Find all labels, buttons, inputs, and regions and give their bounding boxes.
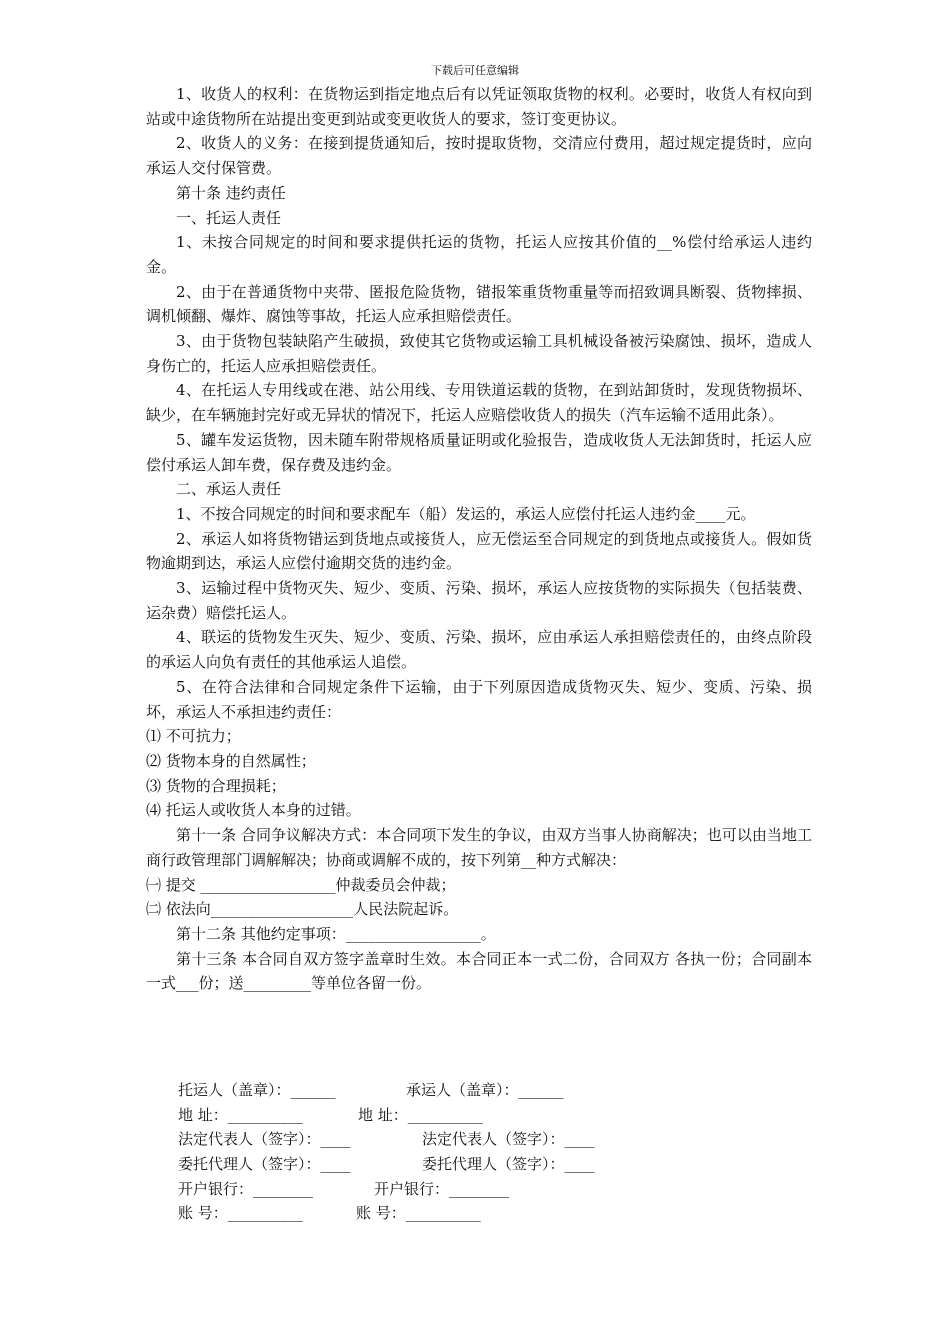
exemption-item-3: ⑶ 货物的合理损耗；: [146, 776, 286, 795]
shipper-address-field: 地 址：__________: [178, 1105, 303, 1124]
carrier-legal-rep-field: 法定代表人（签字）：____: [422, 1130, 595, 1149]
carrier-agent-field: 委托代理人（签字）：____: [422, 1155, 595, 1174]
exemption-item-4: ⑷ 托运人或收货人本身的过错。: [146, 801, 361, 820]
shipper-agent-field: 委托代理人（签字）：____: [178, 1155, 351, 1174]
consignee-duties-paragraph: 2、收货人的义务：在接到提货通知后，按时提取货物，交清应付费用，超过规定提货时，应向承运人交付保管费。: [146, 134, 812, 178]
shipper-bank-field: 开户银行：________: [178, 1179, 314, 1198]
article-10-heading: 第十条 违约责任: [176, 183, 286, 202]
consignee-rights-paragraph: 1、收货人的权利：在货物运到指定地点后有以凭证领取货物的权利。必要时，收货人有权向到站或中途货物所在站提出变更到站或变更收货人的要求，签订变更协议。: [146, 85, 812, 128]
shipper-liability-4: 4、在托运人专用线或在港、站公用线、专用铁道运载的货物，在到站卸货时，发现货物损坏、缺少，在车辆施封完好或无异状的情况下，托运人应赔偿收货人的损失（汽车运输不适用此条）。: [146, 381, 812, 425]
carrier-address-field: 地 址：__________: [358, 1105, 483, 1124]
carrier-liability-2: 2、承运人如将货物错运到货地点或接货人，应无偿运至合同规定的到货地点或接货人。假如货物逾期到达，承运人应偿付逾期交货的违约金。: [146, 529, 812, 573]
carrier-liability-heading: 二、承运人责任: [176, 480, 282, 499]
contract-body: [146, 82, 812, 996]
carrier-seal-field: 承运人（盖章）：______: [406, 1081, 564, 1099]
shipper-liability-1: 1、未按合同规定的时间和要求提供托运的货物，托运人应按其价值的__%偿付给承运人违约金。: [146, 233, 812, 276]
article-12-paragraph: 第十二条 其他约定事项：__________________。: [176, 924, 496, 943]
arbitration-option: ㈠ 提交 __________________仲裁委员会仲裁；: [146, 875, 456, 894]
carrier-liability-1: 1、不按合同规定的时间和要求配车（船）发运的，承运人应偿付托运人违约金____元。: [176, 504, 756, 523]
shipper-seal-field: 托运人（盖章）：______: [178, 1081, 336, 1099]
carrier-account-field: 账 号：__________: [356, 1204, 481, 1223]
shipper-liability-5: 5、罐车发运货物，因未随车附带规格质量证明或化验报告，造成收货人无法卸货时，托运人应偿付承运人卸车费，保存费及违约金。: [146, 430, 812, 474]
page-header: 下载后可任意编辑: [431, 64, 519, 77]
shipper-account-field: 账 号：__________: [178, 1204, 303, 1223]
shipper-liability-3: 3、由于货物包装缺陷产生破损，致使其它货物或运输工具机械设备被污染腐蚀、损坏，造成人身伤亡的，托运人应承担赔偿责任。: [146, 332, 812, 375]
litigation-option: ㈡ 依法向___________________人民法院起诉。: [146, 900, 459, 919]
article-13-paragraph: 第十三条 本合同自双方签字盖章时生效。本合同正本一式二份，合同双方 各执一份；合同副本一式___份；送_________等单位各留一份。: [146, 949, 812, 993]
carrier-bank-field: 开户银行：________: [374, 1179, 510, 1198]
article-11-paragraph: 第十一条 合同争议解决方式：本合同项下发生的争议，由双方当事人协商解决；也可以由当地工商行政管理部门调解解决；协商或调解不成的，按下列第__种方式解决：: [146, 826, 812, 869]
shipper-liability-heading: 一、托运人责任: [176, 208, 282, 227]
carrier-liability-3: 3、运输过程中货物灭失、短少、变质、污染、损坏，承运人应按货物的实际损失（包括装费、运杂费）赔偿托运人。: [146, 579, 812, 622]
shipper-liability-2: 2、由于在普通货物中夹带、匿报危险货物，错报笨重货物重量等而招致调具断裂、货物摔损、调机倾翻、爆炸、腐蚀等事故，托运人应承担赔偿责任。: [146, 282, 812, 326]
shipper-legal-rep-field: 法定代表人（签字）：____: [178, 1130, 351, 1149]
exemption-item-2: ⑵ 货物本身的自然属性；: [146, 751, 316, 770]
exemption-item-1: ⑴ 不可抗力；: [146, 727, 241, 746]
carrier-liability-4: 4、联运的货物发生灭失、短少、变质、污染、损坏，应由承运人承担赔偿责任的，由终点阶段的承运人向负有责任的其他承运人追偿。: [146, 628, 812, 672]
carrier-liability-5: 5、在符合法律和合同规定条件下运输，由于下列原因造成货物灭失、短少、变质、污染、损坏，承运人不承担违约责任：: [146, 677, 812, 721]
